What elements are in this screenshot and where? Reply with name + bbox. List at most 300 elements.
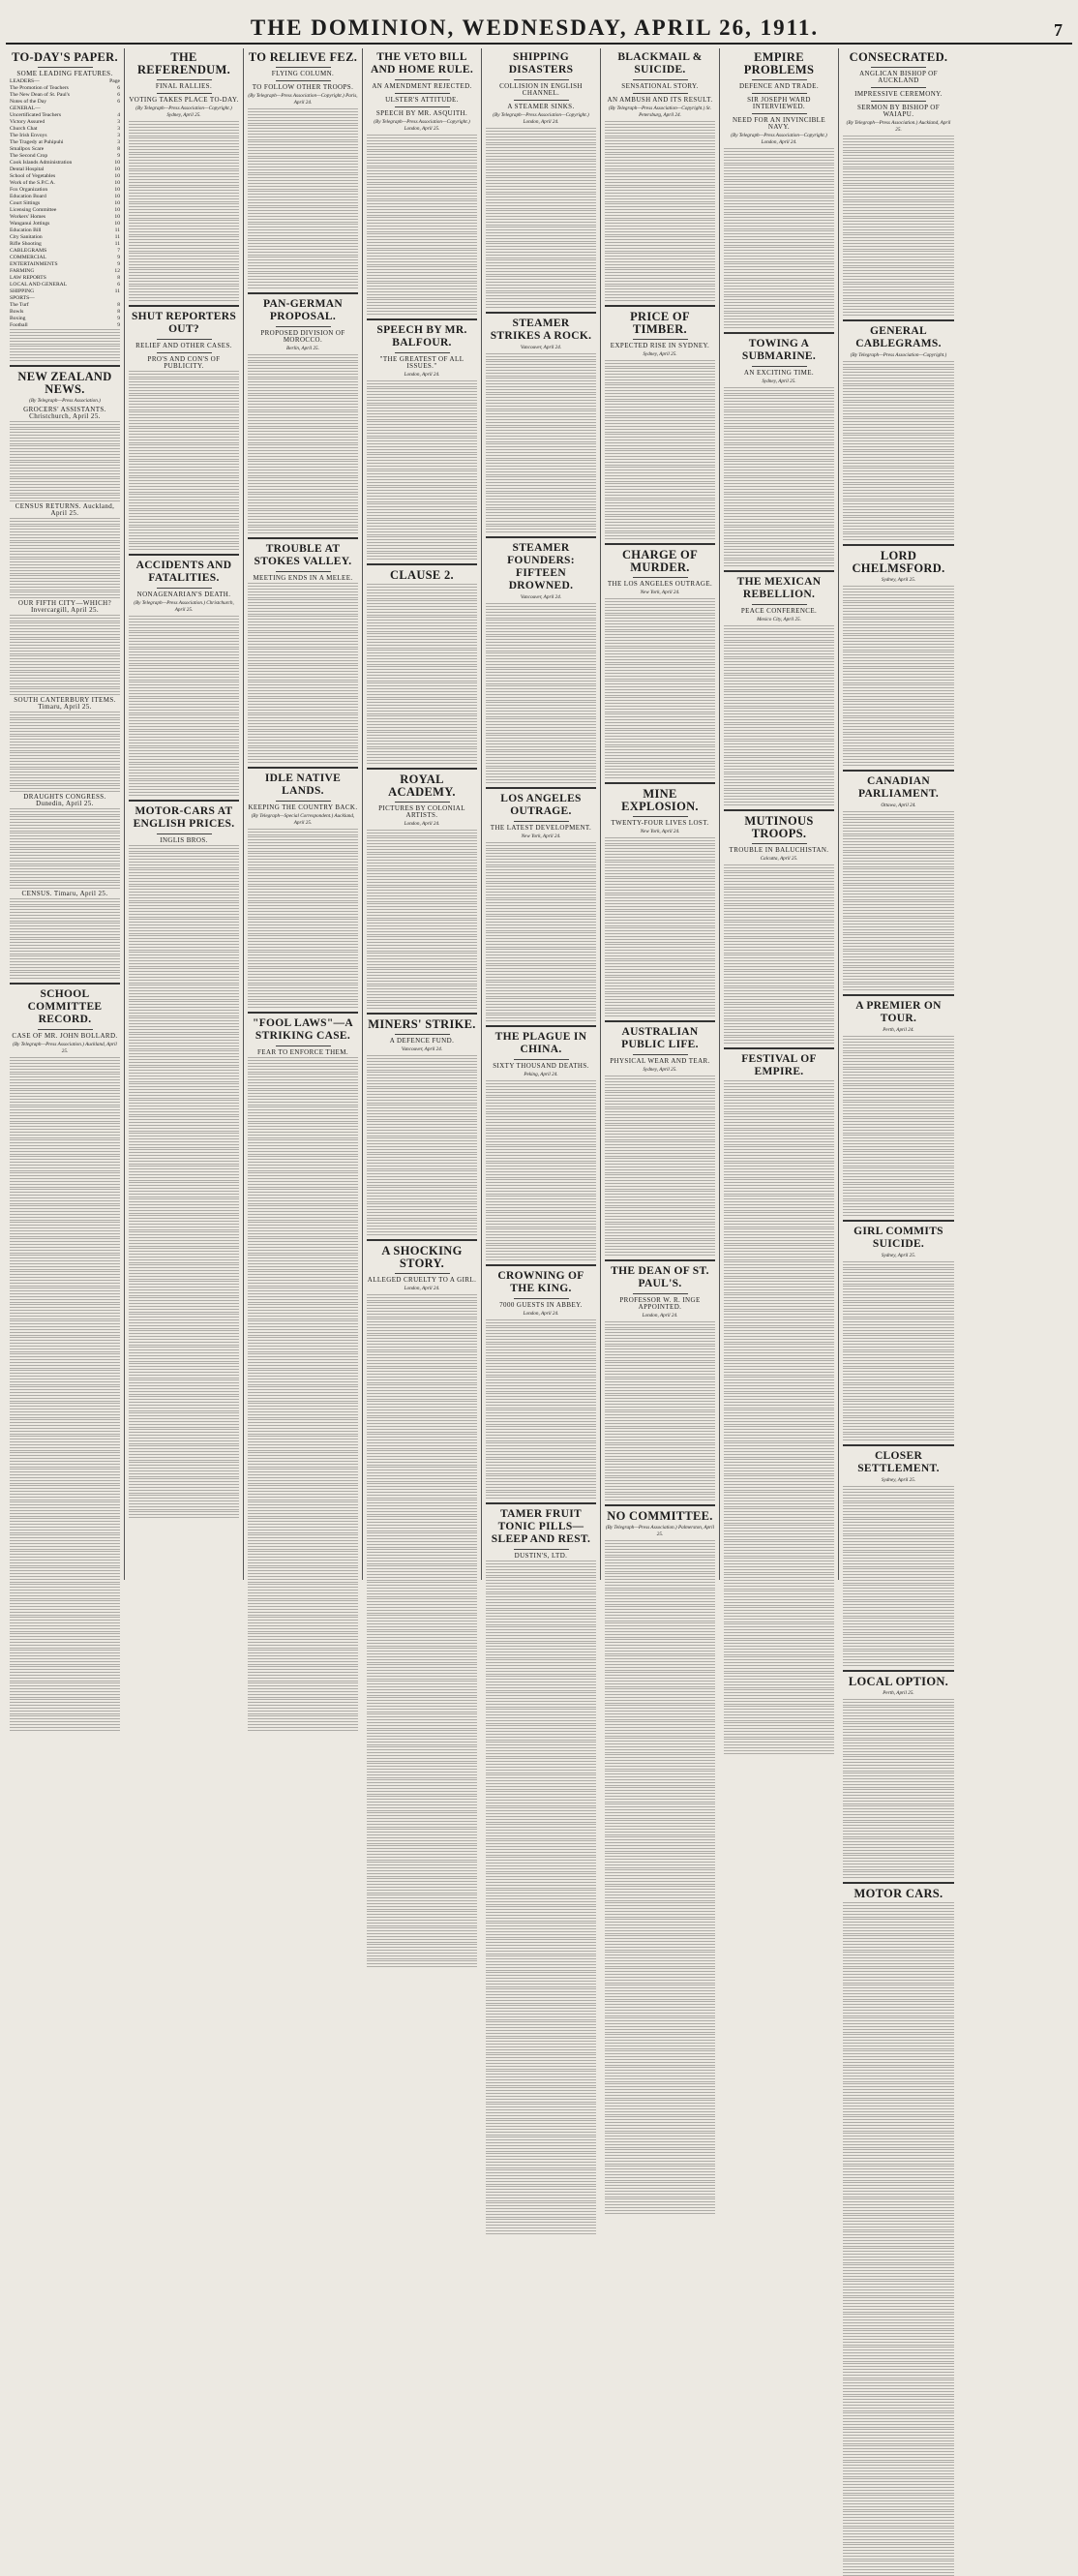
article-text-block [843, 1651, 954, 1657]
article-text-block [843, 484, 954, 491]
article-text-block [843, 759, 954, 766]
article-text-block [843, 410, 954, 417]
article-text-block [843, 1384, 954, 1391]
contents-item: CABLEGRAMS [10, 248, 47, 254]
contents-row [10, 126, 120, 133]
article-text-block [724, 1599, 834, 1606]
heading-rule [752, 604, 807, 605]
article-text-block [10, 1560, 120, 1566]
article-text-block [248, 690, 358, 697]
article-heading: MOTOR-CARS AT ENGLISH PRICES. [133, 804, 235, 830]
article-text-block [129, 1224, 239, 1230]
article-text-block [486, 1426, 596, 1433]
article-text-block [605, 664, 715, 671]
article-text-block [248, 1189, 358, 1196]
article-text-block [605, 516, 715, 523]
article-text-block [724, 930, 834, 937]
article-text-block [129, 1438, 239, 1444]
article-subheading: MEETING ENDS IN A MELEE. [253, 574, 353, 582]
article-text-block [724, 1221, 834, 1227]
article-text-block [843, 1561, 954, 1567]
section-divider [10, 365, 120, 367]
article-text-block [724, 453, 834, 460]
article-text-block [843, 2182, 954, 2189]
article-text-block [10, 1271, 120, 1278]
article-text-block [129, 411, 239, 418]
article-dateline: Vancouver, April 24. [401, 1046, 443, 1052]
article-text-block [605, 179, 715, 186]
contents-item: ENTERTAINMENTS [10, 261, 58, 267]
article-text-block [486, 2079, 596, 2086]
article-text-block [10, 752, 120, 759]
article-text-block [129, 1125, 239, 1132]
article-text-block [843, 2569, 954, 2576]
article-text-block [367, 912, 477, 919]
heading-rule [276, 571, 331, 572]
article-text-block [367, 1623, 477, 1630]
heading-rule [514, 821, 569, 822]
article-text-block [486, 394, 596, 401]
article-text-block [486, 469, 596, 475]
article-text-block [367, 299, 477, 306]
article-text-block [129, 1273, 239, 1280]
article-dateline: (By Telegraph—Press Association—Copyright.) [850, 351, 947, 358]
contents-item: Court Sittings [10, 200, 41, 206]
article-text-block [843, 2462, 954, 2469]
article-heading: CONSECRATED. [849, 50, 948, 64]
article-text-block [129, 1141, 239, 1148]
article-text-block [486, 169, 596, 176]
article-text-block [605, 1763, 715, 1770]
article-text-block [843, 1577, 954, 1584]
article-text-block [724, 1468, 834, 1474]
article-text-block [724, 987, 834, 994]
article-text-block [248, 240, 358, 247]
article-text-block [367, 741, 477, 747]
contents-item: The Promotion of Teachers [10, 85, 69, 91]
article-text-block [605, 1557, 715, 1563]
heading-rule [157, 588, 212, 589]
article-heading: NO COMMITTEE. [607, 1509, 713, 1523]
article-text-block [10, 1066, 120, 1073]
contents-item: Licensing Committee [10, 207, 57, 213]
article-text-block [843, 2347, 954, 2353]
article-text-block [486, 2063, 596, 2070]
article-text-block [129, 1289, 239, 1296]
article-text-block [367, 1121, 477, 1128]
article-text-block [724, 1665, 834, 1672]
article-text-block [367, 1072, 477, 1078]
page-number: 7 [1054, 20, 1063, 40]
article-text-block [605, 960, 715, 967]
article-text-block [843, 2141, 954, 2148]
article-text-block [367, 1525, 477, 1531]
article-text-block [248, 1609, 358, 1616]
article-text-block [10, 445, 120, 452]
article-text-block [843, 1756, 954, 1763]
article-text-block [486, 1442, 596, 1449]
article-text-block [129, 1306, 239, 1313]
article-text-block [486, 1468, 596, 1474]
article-text-block [248, 224, 358, 230]
heading-rule [514, 1298, 569, 1299]
heading-rule [395, 802, 450, 803]
article-text-block [605, 1664, 715, 1671]
article-text-block [367, 633, 477, 640]
article-text-block [843, 1552, 954, 1559]
contents-row [10, 133, 120, 139]
article-text-block [248, 1633, 358, 1640]
article-text-block [367, 446, 477, 453]
article-subheading: AN AMENDMENT REJECTED. [372, 82, 472, 90]
article-text-block [248, 1510, 358, 1517]
article-text-block [248, 1715, 358, 1722]
article-text-block [486, 1113, 596, 1120]
section-divider [843, 319, 954, 321]
contents-item: Cook Islands Administration [10, 160, 73, 166]
article-text-block [724, 1640, 834, 1647]
article-text-block [248, 657, 358, 664]
article-text-block [129, 1198, 239, 1205]
article-text-block [724, 1155, 834, 1162]
contents-item: The Tragedy at Puhipuhi [10, 139, 64, 145]
article-text-block [724, 955, 834, 961]
article-text-block [605, 426, 715, 433]
article-text-block [248, 1329, 358, 1336]
article-text-block [724, 494, 834, 500]
article-text-block [843, 1151, 954, 1158]
article-text-block [10, 1527, 120, 1533]
article-text-block [10, 874, 120, 881]
article-text-block [605, 2125, 715, 2132]
article-text-block [605, 722, 715, 729]
article-text-block [10, 1510, 120, 1517]
article-text-block [724, 980, 834, 986]
section-divider [724, 570, 834, 572]
article-text-block [10, 1592, 120, 1599]
article-text-block [486, 2178, 596, 2185]
article-text-block [10, 1452, 120, 1459]
article-text-block [486, 2104, 596, 2110]
article-text-block [724, 1204, 834, 1211]
article-text-block [129, 1347, 239, 1353]
heading-rule [157, 352, 212, 353]
article-text-block [10, 825, 120, 832]
article-text-block [10, 622, 120, 629]
article-text-block [486, 2030, 596, 2037]
article-text-block [10, 736, 120, 742]
contents-page: 10 [114, 187, 120, 193]
article-text-block [843, 1715, 954, 1722]
contents-page: 6 [117, 282, 120, 288]
article-text-block [843, 701, 954, 708]
article-text-block [843, 1626, 954, 1633]
article-text-block [605, 417, 715, 424]
article-text-block [843, 194, 954, 200]
article-text-block [129, 616, 239, 622]
article-text-block [248, 420, 358, 427]
article-text-block [129, 1281, 239, 1288]
article-text-block [10, 1123, 120, 1130]
article-text-block [605, 1738, 715, 1744]
article-subheading: COLLISION IN ENGLISH CHANNEL. [499, 82, 583, 97]
article-text-block [367, 945, 477, 952]
article-text-block [486, 2219, 596, 2226]
article-dateline: London, April 24. [523, 1310, 559, 1317]
article-text-block [724, 1344, 834, 1350]
article-text-block [724, 288, 834, 295]
article-text-block [10, 1403, 120, 1409]
article-text-block [367, 879, 477, 886]
article-text-block [843, 1544, 954, 1551]
article-text-block [367, 961, 477, 968]
article-text-block [605, 220, 715, 227]
article-text-block [367, 650, 477, 656]
contents-page: 6 [117, 85, 120, 91]
article-text-block [605, 1615, 715, 1621]
article-text-block [843, 2478, 954, 2485]
article-text-block [248, 886, 358, 893]
article-text-block [129, 1050, 239, 1057]
article-text-block [843, 2445, 954, 2452]
article-text-block [129, 1010, 239, 1016]
article-text-block [367, 584, 477, 591]
article-heading: BLACKMAIL & SUICIDE. [617, 51, 703, 76]
article-text-block [129, 1092, 239, 1099]
article-text-block [843, 251, 954, 258]
article-text-block [486, 982, 596, 988]
article-text-block [605, 1404, 715, 1410]
article-text-block [129, 731, 239, 738]
article-text-block [605, 1582, 715, 1589]
article-text-block [605, 532, 715, 539]
article-text-block [486, 2169, 596, 2176]
article-text-block [486, 1319, 596, 1326]
article-text-block [843, 1960, 954, 1967]
section-divider [486, 1025, 596, 1027]
article-text-block [486, 1327, 596, 1334]
article-dateline: Sydney, April 25. [881, 1252, 916, 1258]
article-text-block [367, 1796, 477, 1803]
news-item-heading: DRAUGHTS CONGRESS. Dunedin, April 25. [23, 792, 106, 807]
column-3 [244, 48, 363, 1580]
article-text-block [605, 269, 715, 276]
article-text-block [605, 1444, 715, 1451]
article-text-block [843, 2322, 954, 2329]
article-dateline: Mexico City, April 25. [757, 617, 801, 622]
article-text-block [605, 887, 715, 894]
article-text-block [486, 1906, 596, 1913]
article-heading: A PREMIER ON TOUR. [855, 1000, 942, 1024]
article-text-block [248, 141, 358, 148]
article-text-block [843, 161, 954, 167]
article-text-block [605, 1705, 715, 1712]
section-divider [486, 1502, 596, 1504]
article-text-block [367, 1516, 477, 1523]
article-text-block [605, 706, 715, 712]
article-text-block [129, 146, 239, 153]
article-text-block [843, 1593, 954, 1600]
article-text-block [605, 1648, 715, 1654]
article-text-block [367, 143, 477, 150]
article-text-block [10, 1379, 120, 1385]
article-text-block [10, 1189, 120, 1196]
article-text-block [10, 1132, 120, 1138]
article-text-block [843, 1765, 954, 1772]
contents-item: SHIPPING [10, 288, 35, 294]
article-text-block [367, 1821, 477, 1828]
article-text-block [605, 2141, 715, 2148]
article-text-block [248, 919, 358, 925]
article-text-block [724, 1739, 834, 1745]
article-text-block [724, 1369, 834, 1376]
article-text-block [843, 1944, 954, 1951]
contents-page: 11 [114, 234, 120, 240]
article-subheading: PRO'S AND CON'S OF PUBLICITY. [147, 354, 221, 370]
heading-rule [752, 366, 807, 367]
article-text-block [486, 252, 596, 258]
article-text-block [486, 386, 596, 393]
article-text-block [367, 233, 477, 240]
article-text-block [843, 1831, 954, 1837]
article-text-block [843, 2297, 954, 2304]
article-text-block [724, 1311, 834, 1318]
article-text-block [486, 202, 596, 209]
article-text-block [367, 1368, 477, 1375]
article-text-block [486, 1146, 596, 1153]
article-text-block [248, 1148, 358, 1155]
contents-item: COMMERCIAL [10, 255, 46, 260]
article-text-block [486, 678, 596, 684]
article-text-block [129, 1429, 239, 1436]
article-text-block [724, 470, 834, 476]
article-text-block [486, 2014, 596, 2020]
article-text-block [843, 1659, 954, 1666]
article-text-block [843, 168, 954, 175]
article-text-block [486, 2096, 596, 2103]
article-text-block [724, 1393, 834, 1400]
article-text-block [843, 594, 954, 601]
article-text-block [486, 1377, 596, 1383]
article-text-block [248, 935, 358, 942]
article-text-block [843, 1805, 954, 1812]
article-text-block [367, 1944, 477, 1951]
article-text-block [605, 130, 715, 136]
article-dateline: Calcutta, April 25. [760, 855, 798, 862]
article-text-block [367, 184, 477, 191]
article-subheading: INGLIS BROS. [160, 835, 208, 844]
article-text-block [605, 681, 715, 687]
article-text-block [724, 733, 834, 740]
article-text-block [605, 1886, 715, 1893]
article-text-block [843, 1535, 954, 1542]
article-text-block [486, 875, 596, 882]
article-text-block [486, 850, 596, 857]
article-text-block [486, 1833, 596, 1839]
heading-rule [752, 79, 807, 80]
article-text-block [724, 971, 834, 978]
article-text-block [486, 1791, 596, 1798]
article-text-block [10, 939, 120, 946]
article-text-block [724, 1623, 834, 1630]
article-text-block [129, 1240, 239, 1247]
article-heading: AUSTRALIAN PUBLIC LIFE. [621, 1026, 699, 1050]
article-text-block [129, 682, 239, 688]
article-heading: NEW ZEALAND NEWS. [17, 369, 112, 396]
article-text-block [724, 757, 834, 764]
article-text-block [129, 1108, 239, 1115]
article-text-block [248, 599, 358, 606]
article-text-block [843, 2396, 954, 2403]
article-text-block [843, 378, 954, 384]
contents-row [10, 112, 120, 119]
article-text-block [486, 378, 596, 384]
contents-item: Notes of the Day [10, 99, 47, 105]
article-text-block [843, 394, 954, 401]
article-text-block [367, 928, 477, 935]
article-heading: SCHOOL COMMITTEE RECORD. [27, 988, 103, 1025]
article-text-block [605, 1803, 715, 1810]
article-text-block [605, 228, 715, 235]
article-heading: "FOOL LAWS"—A STRIKING CASE. [253, 1017, 353, 1042]
article-text-block [843, 1417, 954, 1424]
article-text-block [10, 1280, 120, 1287]
article-text-block [10, 462, 120, 469]
article-text-block [605, 969, 715, 976]
article-text-block [10, 648, 120, 654]
article-text-block [843, 2405, 954, 2411]
article-text-block [129, 1405, 239, 1411]
article-text-block [486, 268, 596, 275]
article-text-block [486, 419, 596, 426]
article-text-block [129, 1182, 239, 1189]
article-text-block [248, 265, 358, 272]
article-text-block [10, 1534, 120, 1541]
article-text-block [486, 603, 596, 610]
contents-item: Uncertificated Teachers [10, 112, 62, 118]
article-heading: TO RELIEVE FEZ. [248, 50, 358, 64]
contents-item: LEADERS— [10, 78, 40, 84]
article-text-block [486, 1402, 596, 1409]
article-text-block [843, 1699, 954, 1706]
article-text-block [367, 1574, 477, 1581]
article-text-block [248, 960, 358, 967]
article-text-block [10, 1469, 120, 1475]
article-text-block [129, 278, 239, 285]
article-text-block [10, 769, 120, 775]
article-text-block [724, 683, 834, 690]
article-text-block [10, 1666, 120, 1673]
article-subheading: ULSTER'S ATTITUDE. [385, 96, 459, 104]
article-text-block [843, 435, 954, 441]
article-text-block [605, 500, 715, 506]
article-text-block [10, 672, 120, 679]
article-text-block [248, 952, 358, 958]
heading-rule [633, 1054, 688, 1055]
article-text-block [843, 1302, 954, 1309]
article-text-block [10, 1386, 120, 1393]
article-text-block [724, 1550, 834, 1557]
contents-item: Dental Hospital [10, 167, 45, 172]
article-text-block [605, 1329, 715, 1336]
article-text-block [724, 1492, 834, 1499]
article-text-block [248, 853, 358, 860]
article-text-block [486, 2112, 596, 2119]
contents-row [10, 282, 120, 288]
article-text-block [605, 1150, 715, 1157]
article-text-block [843, 2001, 954, 2008]
article-text-block [605, 1977, 715, 1984]
